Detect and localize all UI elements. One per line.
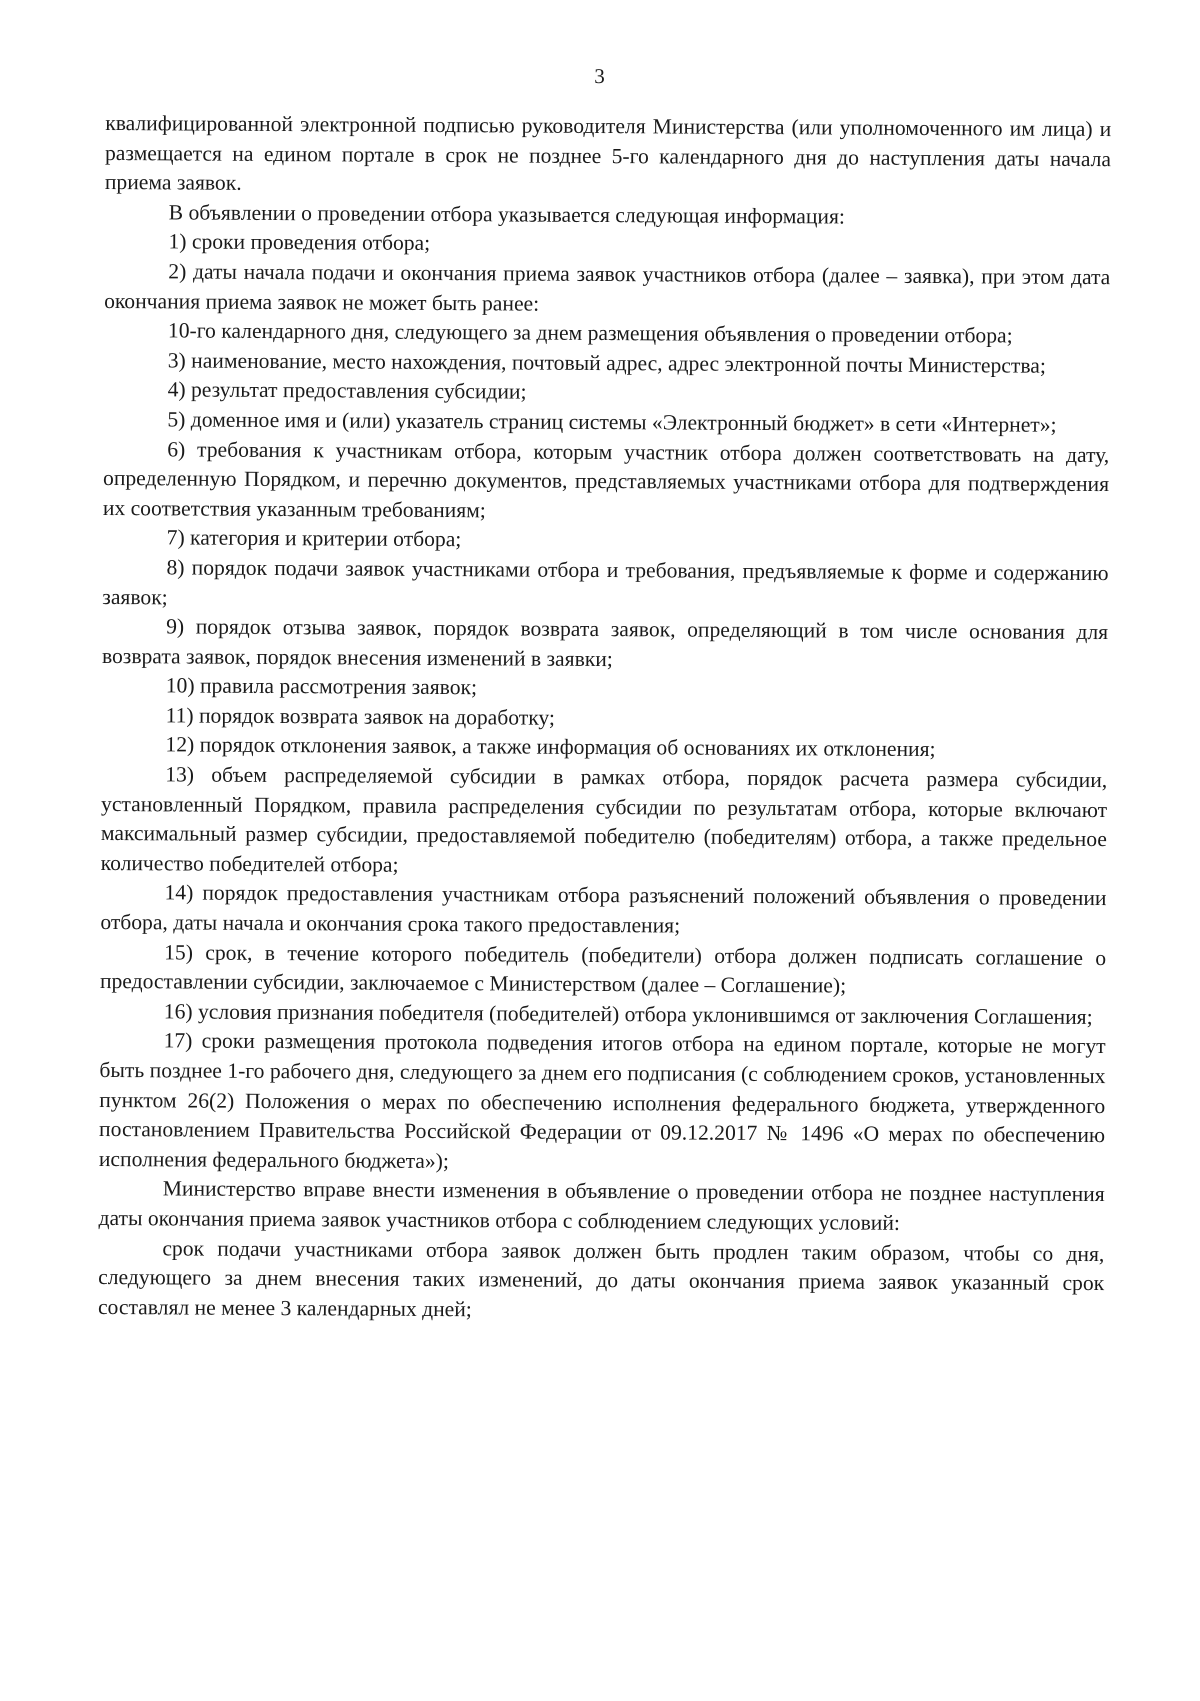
paragraph-15: 12) порядок отклонения заявок, а также информация об основаниях их отклонения; [165, 732, 936, 762]
paragraph-7: 4) результат предоставления субсидии; [167, 377, 527, 404]
paragraph-20: 17) сроки размещения протокола подведения итогов отбора на едином портале, которые не могут быть позднее 1-го рабочего дня, следующего за днем его подписания (с соблюдением сроков, установленных пунктом 26(2) Положения о мерах по обеспечению исполнения федерального бюджета, утвержденного постановлением Правительства Российской Федерации от 09.12.2017 № 1496 «О мерах по обеспечению исполнения федерального бюджета»); [98, 1028, 1106, 1173]
paragraph-2: В объявлении о проведении отбора указывается следующая информация: [168, 200, 846, 229]
paragraph-18: 15) срок, в течение которого победитель (победители) отбора должен подписать соглашение о предоставлении субсидии, заключаемое с Министерством (далее – Соглашение); [99, 939, 1107, 998]
paragraph-21: Министерство вправе внести изменения в объявление о проведении отбора не позднее наступления даты окончания приема заявок участников отбора с соблюдением следующих условий: [98, 1176, 1105, 1235]
paragraph-22: срок подачи участниками отбора заявок должен быть продлен таким образом, чтобы со дня, следующего за днем внесения таких изменений, до даты окончания приема заявок указанный срок составлял не менее 3 календарных дней; [97, 1235, 1105, 1321]
paragraph-10: 7) категория и критерии отбора; [166, 525, 462, 552]
paragraph-17: 14) порядок предоставления участникам отбора разъяснений положений объявления о проведении отбора, даты начала и окончания срока такого предоставления; [100, 880, 1107, 938]
paragraph-1: квалифицированной электронной подписью руководителя Министерства (или уполномоченного им лица) и размещается на едином портале в срок не позднее 5-го календарного дня до наступления даты начала приема заявок. [104, 110, 1112, 196]
document-body [98, 109, 1111, 1328]
paragraph-3: 1) сроки проведения отбора; [168, 229, 431, 256]
paragraph-13: 10) правила рассмотрения заявок; [165, 673, 478, 700]
paragraph-19: 16) условия признания победителя (победителей) отбора уклонившимся от заключения Соглашения; [163, 999, 1093, 1029]
paragraph-4: 2) даты начала подачи и окончания приема заявок участников отбора (далее – заявка), при этом дата окончания приема заявок не может быть ранее: [104, 259, 1111, 316]
paragraph-11: 8) порядок подачи заявок участниками отбора и требования, предъявляемые к форме и содержанию заявок; [102, 555, 1109, 609]
paragraph-16: 13) объем распределяемой субсидии в рамках отбора, порядок расчета размера субсидии, установленный Порядком, правила распределения субсидии по результатам отбора, которые включают максимальный размер субсидии, предоставляемой победителю (победителям) отбора, а также предельное количество победителей отбора; [100, 762, 1108, 877]
paragraph-8: 5) доменное имя и (или) указатель страниц системы «Электронный бюджет» в сети «Интернет»; [167, 407, 1057, 437]
paragraph-12: 9) порядок отзыва заявок, порядок возврата заявок, определяющий в том числе основания для возврата заявок, порядок внесения изменений в заявки; [101, 614, 1109, 671]
paragraph-5: 10-го календарного дня, следующего за днем размещения объявления о проведении отбора; [167, 318, 1013, 348]
page-number: 3 [594, 63, 605, 89]
paragraph-6: 3) наименование, место нахождения, почтовый адрес, адрес электронной почты Министерства; [167, 348, 1046, 378]
paragraph-14: 11) порядок возврата заявок на доработку; [165, 703, 556, 730]
paragraph-9: 6) требования к участникам отбора, которым участник отбора должен соответствовать на дату, определенную Порядком, и перечню документов, представляемых участниками отбора для подтверждения их соответствия указанным требованиям; [102, 436, 1110, 523]
